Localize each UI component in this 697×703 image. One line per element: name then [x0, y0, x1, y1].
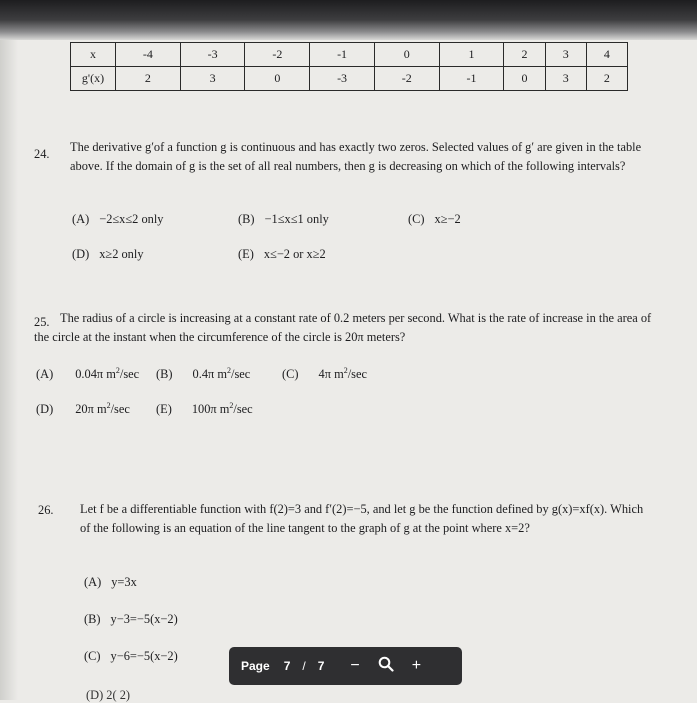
choice-text: y=3x — [111, 575, 137, 589]
choice-text: x≥2 only — [99, 247, 144, 261]
question-25-text: The radius of a circle is increasing at a constant rate of 0.2 meters per second. What is the rate of increase in the area of the circle at the instant when the circumference of the circle is 20π meters? — [34, 311, 652, 344]
table-header-g: g'(x) — [71, 67, 116, 91]
table-cell: -4 — [116, 43, 181, 67]
choice-unit: /sec — [231, 367, 251, 382]
table-cell: 3 — [545, 43, 586, 67]
choice-letter: (E) — [156, 402, 172, 417]
choice-letter: (C) — [282, 367, 299, 382]
table-cell: -3 — [310, 67, 375, 91]
choice-value: 20π m — [75, 402, 107, 417]
choice-26a[interactable] — [84, 575, 137, 590]
question-26-number: 26. — [38, 503, 54, 517]
exponent: 2 — [115, 366, 120, 375]
exponent: 2 — [229, 401, 234, 410]
table-cell: -2 — [245, 43, 310, 67]
choice-letter: (A) — [72, 212, 90, 226]
page-toolbar — [229, 647, 462, 685]
table-cell: -1 — [439, 67, 504, 91]
choice-unit: /sec — [233, 402, 253, 417]
choice-letter: (D) — [72, 247, 90, 261]
choice-24a[interactable] — [72, 212, 164, 227]
choice-24e[interactable] — [238, 247, 326, 262]
choice-letter: (E) — [238, 247, 254, 261]
choice-text: x≥−2 — [434, 212, 461, 226]
choice-letter: (C) — [84, 649, 101, 663]
table-cell: 2 — [504, 43, 545, 67]
exponent: 2 — [227, 366, 232, 375]
question-25-number: 25. — [34, 315, 50, 329]
choice-unit: /sec — [347, 367, 367, 382]
table-cell: 2 — [116, 67, 181, 91]
current-page: 7 — [283, 659, 291, 673]
table-cell: 2 — [586, 67, 627, 91]
question-24-number: 24. — [34, 147, 50, 161]
total-pages: 7 — [317, 659, 325, 673]
choice-letter: (B) — [84, 612, 101, 626]
choice-text: x≤−2 or x≥2 — [263, 247, 326, 261]
magnifier-icon-svg — [378, 656, 394, 672]
choice-24b[interactable] — [238, 212, 329, 227]
choice-24d[interactable] — [72, 247, 144, 262]
choice-unit: /sec — [119, 367, 140, 382]
choice-letter: (A) — [84, 575, 102, 589]
choice-letter: (B) — [238, 212, 255, 226]
zoom-in-button[interactable]: + — [411, 657, 422, 674]
magnifier-icon[interactable] — [378, 656, 394, 677]
choice-value: 0.04π m — [75, 367, 116, 382]
table-cell: 3 — [545, 67, 586, 91]
choice-text: −1≤x≤1 only — [264, 212, 329, 226]
table-row-x — [71, 43, 628, 67]
choice-letter: (C) — [408, 212, 425, 226]
zoom-out-button[interactable]: − — [350, 657, 360, 674]
choice-text: −2≤x≤2 only — [99, 212, 164, 226]
choice-25a[interactable] — [36, 366, 139, 382]
table-cell: -2 — [374, 67, 439, 91]
page-separator: / — [302, 659, 306, 673]
choice-value: 0.4π m — [192, 367, 228, 382]
page-label: Page — [241, 659, 270, 673]
question-24-text: The derivative g′of a function g is continuous and has exactly two zeros. Selected values of g′ are given in the table above. If the domain of g is the set of all real numbers, then g is decreasing on which of the following intervals? — [70, 140, 642, 173]
choice-text: y−6=−5(x−2) — [110, 649, 178, 663]
choice-25c[interactable] — [282, 366, 367, 382]
table-cell: 0 — [374, 43, 439, 67]
choice-24c[interactable] — [408, 212, 461, 227]
choice-unit: /sec — [110, 402, 130, 417]
table-cell: 0 — [245, 67, 310, 91]
choice-letter: (D) — [36, 402, 54, 417]
cutoff-choice-26d: (D) 2( 2) — [86, 688, 131, 702]
question-26-text: Let f be a differentiable function with f(2)=3 and f′(2)=−5, and let g be the function defined by g(x)=xf(x). Which of the following is an equation of the line tangent to the graph of g at the point where x=2? — [80, 502, 644, 535]
choice-25d[interactable] — [36, 401, 130, 417]
exponent: 2 — [106, 401, 111, 410]
choice-letter: (A) — [36, 367, 54, 382]
table-header-x: x — [71, 43, 116, 67]
values-table — [70, 42, 628, 91]
table-cell: 1 — [439, 43, 504, 67]
choice-value: 100π m — [191, 402, 230, 417]
exponent: 2 — [343, 366, 348, 375]
table-cell: 3 — [180, 67, 245, 91]
table-cell: -3 — [180, 43, 245, 67]
choice-value: 4π m — [318, 367, 344, 382]
table-cell: 0 — [504, 67, 545, 91]
table-row-g — [71, 67, 628, 91]
choice-text: y−3=−5(x−2) — [110, 612, 178, 626]
choice-26b[interactable] — [84, 612, 178, 627]
table-cell: 4 — [586, 43, 627, 67]
choice-25e[interactable] — [156, 401, 253, 417]
choice-letter: (B) — [156, 367, 173, 382]
choice-26c[interactable] — [84, 649, 178, 664]
table-cell: -1 — [310, 43, 375, 67]
choice-25b[interactable] — [156, 366, 250, 382]
